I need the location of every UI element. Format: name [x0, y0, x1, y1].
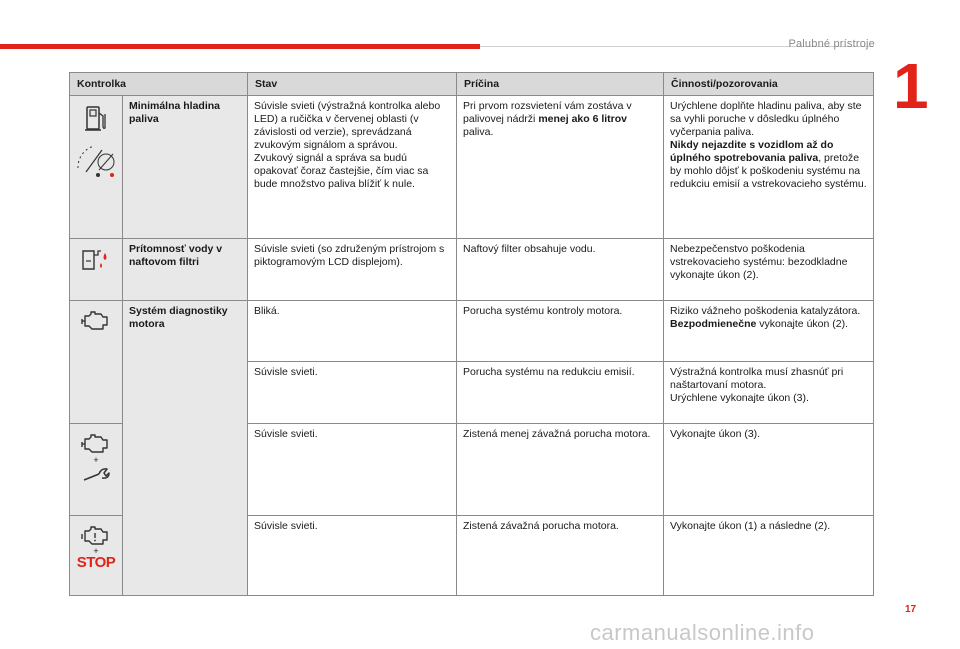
cause-emphasis: menej ako 6 litrov [538, 113, 628, 125]
warning-name: Minimálna hladina paliva [123, 96, 248, 239]
section-title: Palubné prístroje [788, 38, 875, 50]
state-cell: Súvisle svieti. [248, 424, 457, 516]
state-cell: Súvisle svieti. [248, 516, 457, 596]
engine-icon [81, 309, 111, 331]
action-cell: Výstražná kontrolka musí zhasnúť pri naštartovaní motora. Urýchlene vykonajte úkon (3). [664, 362, 874, 424]
table-row [70, 239, 874, 301]
action-text-end: vykonajte úkon (2). [756, 318, 849, 330]
fuel-pump-icon [84, 104, 108, 134]
engine-icon [81, 432, 111, 454]
action-cell [664, 301, 874, 362]
cause-text: Pri prvom rozsvietení vám zostáva v palivovej nádrži [463, 100, 632, 125]
warning-name: Prítomnosť vody v naftovom filtri [123, 239, 248, 301]
cause-text-end: paliva. [463, 126, 494, 138]
column-header-kontrolka: Kontrolka [70, 73, 248, 96]
state-cell: Súvisle svieti (so združeným prístrojom s piktogramovým LCD displejom). [248, 239, 457, 301]
icon-cell [70, 239, 123, 301]
fuel-gauge-icon [72, 140, 120, 180]
engine-icon [81, 524, 111, 546]
cause-cell: Naftový filter obsahuje vodu. [457, 239, 664, 301]
water-in-diesel-icon [80, 247, 112, 273]
table-header-row [70, 73, 874, 96]
action-emphasis: Nikdy nejazdite s vozidlom až do úplného spotrebovania paliva [670, 139, 834, 164]
header-red-bar [0, 44, 480, 49]
icon-cell [70, 516, 123, 596]
page-number: 17 [905, 604, 917, 615]
icon-cell [70, 424, 123, 516]
cause-cell: Porucha systému kontroly motora. [457, 301, 664, 362]
watermark: carmanualsonline.info [590, 620, 815, 645]
column-header-cinnosti: Činnosti/pozorovania [664, 73, 874, 96]
column-header-pricina: Príčina [457, 73, 664, 96]
action-text: Urýchlene doplňte hladinu paliva, aby ste sa vyhli poruche v dôsledku úplného vyčerpania paliva. [670, 100, 862, 138]
state-text: Súvisle svieti (výstražná kontrolka alebo LED) a ručička v červenej oblasti (v závislosti od verzie), sprevádzaná zvukovým signálom a správou. Zvukový signál a správa sa budú opakovať čoraz častejšie, čím viac sa bude množstvo paliva blížiť k nule. [254, 100, 441, 190]
state-cell [248, 96, 457, 239]
action-cell: Nebezpečenstvo poškodenia vstrekovacieho systému: bezodkladne vykonajte úkon (2). [664, 239, 874, 301]
cause-cell [457, 96, 664, 239]
wrench-icon [81, 466, 111, 486]
stop-icon: STOP [76, 554, 116, 571]
plus-sign: + [93, 546, 99, 556]
action-cell: Vykonajte úkon (1) a následne (2). [664, 516, 874, 596]
warning-lights-table [69, 72, 874, 596]
table-row [70, 96, 874, 239]
state-cell: Bliká. [248, 301, 457, 362]
warning-name: Systém diagnostiky motora [123, 301, 248, 596]
action-cell [664, 96, 874, 239]
action-cell: Vykonajte úkon (3). [664, 424, 874, 516]
icon-cell [70, 301, 123, 424]
cause-cell: Zistená závažná porucha motora. [457, 516, 664, 596]
action-text-end: , pretože by mohlo dôjsť k poškodeniu systému na redukciu emisií a vstrekovacieho systému. [670, 152, 867, 190]
action-text: Riziko vážneho poškodenia katalyzátora. [670, 305, 861, 317]
icon-cell [70, 96, 123, 239]
action-emphasis: Bezpodmienečne [670, 318, 757, 330]
column-header-stav: Stav [248, 73, 457, 96]
cause-cell: Zistená menej závažná porucha motora. [457, 424, 664, 516]
state-cell: Súvisle svieti. [248, 362, 457, 424]
table-row [70, 301, 874, 362]
chapter-number: 1 [893, 50, 929, 122]
cause-cell: Porucha systému na redukciu emisií. [457, 362, 664, 424]
plus-sign: + [93, 455, 99, 465]
